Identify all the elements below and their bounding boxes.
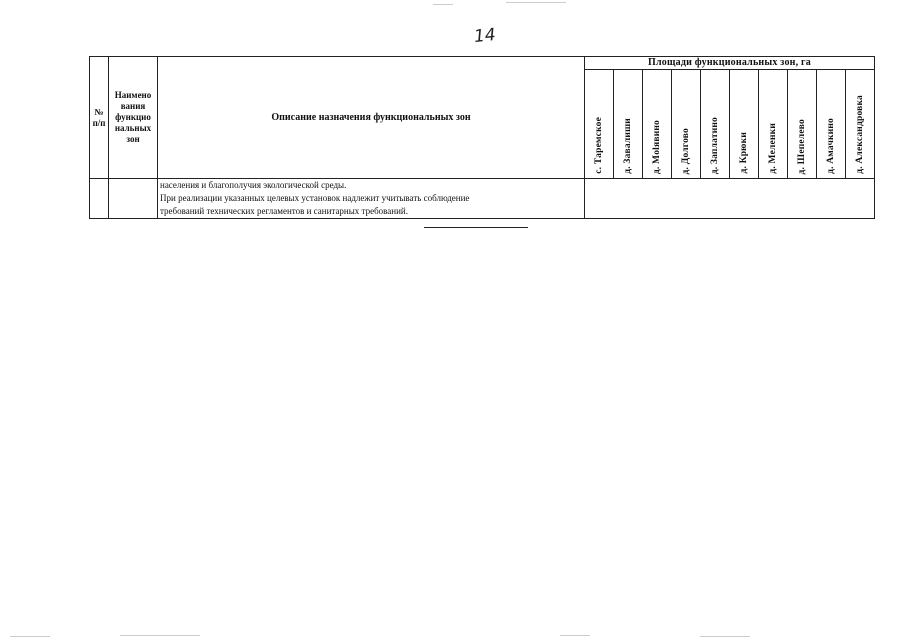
header-settlement [730,70,759,179]
header-settlement [817,70,846,179]
settlement-label: д. Меленки [768,123,778,174]
header-row-1 [90,57,875,70]
settlement-label: д. Крюки [739,132,749,174]
header-settlement [759,70,788,179]
header-settlement [614,70,643,179]
header-settlement [846,70,875,179]
description-line: населения и благополучия экологической среды. [160,180,347,190]
settlement-label: д. Шепелево [797,118,807,174]
scan-speckle [433,4,453,5]
settlement-label: с. Таремское [594,117,604,174]
header-settlement [643,70,672,179]
settlement-label: д. Molявино [652,119,662,174]
settlement-label: д. Александровка [855,95,865,174]
functional-zones-table [89,56,875,219]
scan-speckle [700,636,750,637]
scan-speckle [560,635,590,636]
table-row [90,179,875,219]
row-area-cell [585,179,875,219]
header-settlement [585,70,614,179]
header-settlement [701,70,730,179]
description-line: При реализации указанных целевых установок надлежит учитывать соблюдение [160,193,470,203]
settlement-label: д. Амачкино [826,118,836,174]
settlement-label: д. Завалиши [623,118,633,174]
scan-speckle [506,2,566,3]
settlement-label: д. Заплатино [710,116,720,174]
header-zone-name: Наимено вания функцио нальных зон [109,57,158,179]
header-areas-title: Площади функциональных зон, га [585,57,875,70]
closing-rule [424,227,528,228]
header-number: № п/п [90,57,109,179]
row-number-cell [90,179,109,219]
page-number: 14 [473,24,497,48]
scan-speckle [10,636,50,637]
zones-table-container [89,56,875,219]
description-line: требований технических регламентов и санитарных требований. [160,206,408,216]
header-settlement [788,70,817,179]
header-description: Описание назначения функциональных зон [158,57,585,179]
settlement-label: д. Долгово [681,127,691,174]
row-description-cell [158,179,585,219]
header-settlement [672,70,701,179]
scan-speckle [120,635,200,636]
row-name-cell [109,179,158,219]
